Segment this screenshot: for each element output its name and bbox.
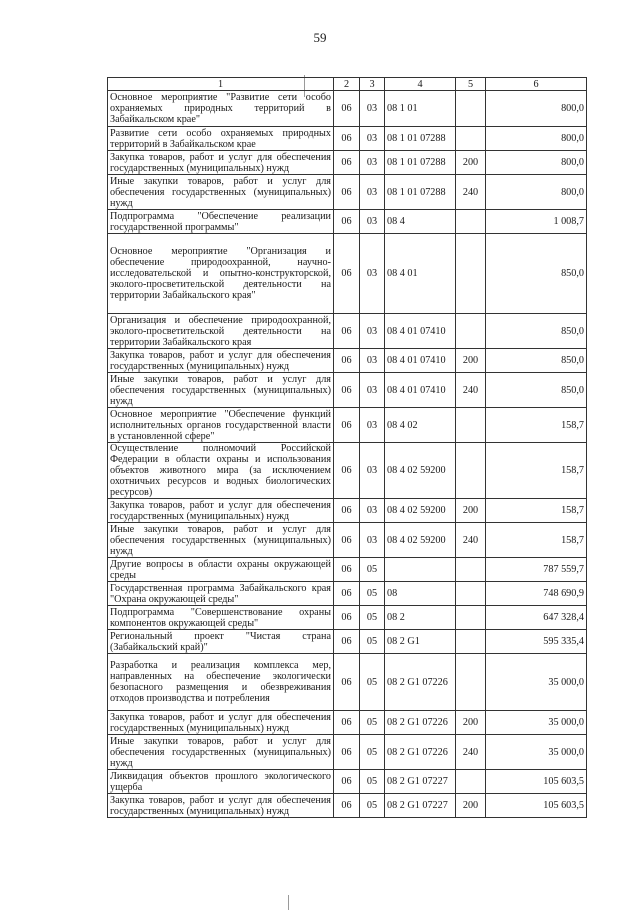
subsection-code: 05 (360, 606, 385, 630)
table-row (108, 349, 587, 373)
page-number: 59 (313, 30, 327, 45)
amount: 35 000,0 (486, 735, 587, 770)
item-name: Подпрограмма "Совершенствование охраны компонентов окружающей среды" (108, 606, 334, 630)
expense-type-code: 240 (456, 373, 486, 408)
subsection-code: 05 (360, 654, 385, 711)
target-article-code: 08 4 01 07410 (385, 314, 456, 349)
subsection-code: 03 (360, 151, 385, 175)
target-article-code: 08 2 G1 07226 (385, 711, 456, 735)
column-header: 2 (334, 78, 360, 91)
target-article-code: 08 1 01 (385, 91, 456, 127)
table-row (108, 151, 587, 175)
subsection-code: 03 (360, 314, 385, 349)
subsection-code: 03 (360, 91, 385, 127)
amount: 105 603,5 (486, 770, 587, 794)
table-row (108, 499, 587, 523)
amount: 850,0 (486, 349, 587, 373)
amount: 850,0 (486, 373, 587, 408)
section-code: 06 (334, 443, 360, 499)
amount: 158,7 (486, 523, 587, 558)
section-code: 06 (334, 373, 360, 408)
subsection-code: 05 (360, 582, 385, 606)
target-article-code: 08 2 G1 07226 (385, 654, 456, 711)
column-header: 1 (108, 78, 334, 91)
subsection-code: 05 (360, 794, 385, 818)
subsection-code: 03 (360, 175, 385, 210)
expense-type-code (456, 91, 486, 127)
section-code: 06 (334, 91, 360, 127)
section-code: 06 (334, 654, 360, 711)
target-article-code: 08 4 02 59200 (385, 523, 456, 558)
table-row (108, 770, 587, 794)
amount: 158,7 (486, 499, 587, 523)
table-row (108, 314, 587, 349)
item-name: Закупка товаров, работ и услуг для обеспечения государственных (муниципальных) нужд (108, 349, 334, 373)
item-name: Иные закупки товаров, работ и услуг для обеспечения государственных (муниципальных) нужд (108, 373, 334, 408)
column-header: 3 (360, 78, 385, 91)
item-name: Иные закупки товаров, работ и услуг для обеспечения государственных (муниципальных) нужд (108, 735, 334, 770)
target-article-code: 08 2 G1 07227 (385, 794, 456, 818)
target-article-code: 08 4 01 (385, 234, 456, 314)
subsection-code: 03 (360, 499, 385, 523)
section-code: 06 (334, 314, 360, 349)
amount: 105 603,5 (486, 794, 587, 818)
target-article-code: 08 2 (385, 606, 456, 630)
amount: 158,7 (486, 408, 587, 443)
subsection-code: 03 (360, 373, 385, 408)
subsection-code: 03 (360, 127, 385, 151)
item-name: Основное мероприятие "Развитие сети особо охраняемых природных территорий в Забайкальском крае" (108, 91, 334, 127)
section-code: 06 (334, 234, 360, 314)
section-code: 06 (334, 523, 360, 558)
item-name: Иные закупки товаров, работ и услуг для обеспечения государственных (муниципальных) нужд (108, 175, 334, 210)
expense-type-code (456, 606, 486, 630)
subsection-code: 03 (360, 349, 385, 373)
section-code: 06 (334, 630, 360, 654)
section-code: 06 (334, 499, 360, 523)
amount: 800,0 (486, 175, 587, 210)
target-article-code: 08 1 01 07288 (385, 151, 456, 175)
expense-type-code (456, 408, 486, 443)
target-article-code: 08 2 G1 07227 (385, 770, 456, 794)
table-row (108, 373, 587, 408)
column-header: 4 (385, 78, 456, 91)
expense-type-code (456, 210, 486, 234)
expense-type-code: 200 (456, 711, 486, 735)
item-name: Основное мероприятие "Обеспечение функций исполнительных органов государственной власти в установленной сфере" (108, 408, 334, 443)
table-row (108, 127, 587, 151)
amount: 800,0 (486, 127, 587, 151)
table-row (108, 443, 587, 499)
item-name: Ликвидация объектов прошлого экологического ущерба (108, 770, 334, 794)
expense-type-code (456, 582, 486, 606)
target-article-code: 08 2 G1 07226 (385, 735, 456, 770)
amount: 35 000,0 (486, 654, 587, 711)
expense-type-code (456, 234, 486, 314)
item-name: Региональный проект "Чистая страна (Забайкальский край)" (108, 630, 334, 654)
table-row (108, 558, 587, 582)
item-name: Иные закупки товаров, работ и услуг для обеспечения государственных (муниципальных) нужд (108, 523, 334, 558)
subsection-code: 03 (360, 408, 385, 443)
header-row (108, 78, 587, 91)
target-article-code: 08 4 (385, 210, 456, 234)
amount: 1 008,7 (486, 210, 587, 234)
expense-type-code: 200 (456, 349, 486, 373)
table-row (108, 654, 587, 711)
target-article-code: 08 4 02 59200 (385, 499, 456, 523)
amount: 158,7 (486, 443, 587, 499)
item-name: Подпрограмма "Обеспечение реализации государственной программы" (108, 210, 334, 234)
expense-type-code: 200 (456, 151, 486, 175)
section-code: 06 (334, 408, 360, 443)
table-row (108, 234, 587, 314)
table-row (108, 794, 587, 818)
section-code: 06 (334, 175, 360, 210)
section-code: 06 (334, 606, 360, 630)
table-row (108, 630, 587, 654)
subsection-code: 03 (360, 234, 385, 314)
item-name: Основное мероприятие "Организация и обеспечение природоохранной, научно-исследовательской и опытно-конструкторской, эколого-просветительской деятельности на территории Забайкальского края" (108, 234, 334, 314)
amount: 800,0 (486, 151, 587, 175)
expense-type-code: 200 (456, 794, 486, 818)
table-row (108, 735, 587, 770)
amount: 850,0 (486, 314, 587, 349)
expense-type-code (456, 558, 486, 582)
item-name: Закупка товаров, работ и услуг для обеспечения государственных (муниципальных) нужд (108, 151, 334, 175)
amount: 595 335,4 (486, 630, 587, 654)
expense-type-code: 200 (456, 499, 486, 523)
item-name: Государственная программа Забайкальского края "Охрана окружающей среды" (108, 582, 334, 606)
expense-type-code (456, 770, 486, 794)
expense-type-code (456, 630, 486, 654)
table-row (108, 210, 587, 234)
amount: 35 000,0 (486, 711, 587, 735)
item-name: Развитие сети особо охраняемых природных территорий в Забайкальском крае (108, 127, 334, 151)
column-header: 5 (456, 78, 486, 91)
subsection-code: 05 (360, 558, 385, 582)
column-header: 6 (486, 78, 587, 91)
section-code: 06 (334, 582, 360, 606)
section-code: 06 (334, 794, 360, 818)
expense-type-code: 240 (456, 523, 486, 558)
table-row (108, 582, 587, 606)
section-code: 06 (334, 735, 360, 770)
item-name: Закупка товаров, работ и услуг для обеспечения государственных (муниципальных) нужд (108, 711, 334, 735)
item-name: Закупка товаров, работ и услуг для обеспечения государственных (муниципальных) нужд (108, 794, 334, 818)
amount: 800,0 (486, 91, 587, 127)
section-code: 06 (334, 349, 360, 373)
amount: 647 328,4 (486, 606, 587, 630)
subsection-code: 03 (360, 443, 385, 499)
section-code: 06 (334, 210, 360, 234)
amount: 748 690,9 (486, 582, 587, 606)
table-row (108, 408, 587, 443)
table-row (108, 711, 587, 735)
amount: 850,0 (486, 234, 587, 314)
table-row (108, 523, 587, 558)
subsection-code: 05 (360, 770, 385, 794)
target-article-code: 08 1 01 07288 (385, 175, 456, 210)
subsection-code: 05 (360, 711, 385, 735)
target-article-code: 08 (385, 582, 456, 606)
subsection-code: 05 (360, 735, 385, 770)
target-article-code (385, 558, 456, 582)
item-name: Другие вопросы в области охраны окружающей среды (108, 558, 334, 582)
expense-type-code (456, 654, 486, 711)
target-article-code: 08 2 G1 (385, 630, 456, 654)
table-row (108, 175, 587, 210)
section-code: 06 (334, 151, 360, 175)
item-name: Закупка товаров, работ и услуг для обеспечения государственных (муниципальных) нужд (108, 499, 334, 523)
expense-type-code: 240 (456, 735, 486, 770)
target-article-code: 08 4 02 59200 (385, 443, 456, 499)
target-article-code: 08 4 02 (385, 408, 456, 443)
table-row (108, 606, 587, 630)
target-article-code: 08 4 01 07410 (385, 373, 456, 408)
item-name: Организация и обеспечение природоохранной, эколого-просветительской деятельности на территории Забайкальского края (108, 314, 334, 349)
subsection-code: 05 (360, 630, 385, 654)
table-row (108, 91, 587, 127)
subsection-code: 03 (360, 523, 385, 558)
target-article-code: 08 1 01 07288 (385, 127, 456, 151)
subsection-code: 03 (360, 210, 385, 234)
expense-type-code (456, 443, 486, 499)
amount: 787 559,7 (486, 558, 587, 582)
expense-type-code (456, 127, 486, 151)
scan-artifact-line (288, 895, 289, 910)
item-name: Осуществление полномочий Российской Федерации в области охраны и использования объектов животного мира (за исключением охотничьих ресурсов и водных биологических ресурсов) (108, 443, 334, 499)
item-name: Разработка и реализация комплекса мер, направленных на обеспечение экологически безопасного размещения и обезвреживания отходов производства и потребления (108, 654, 334, 711)
section-code: 06 (334, 127, 360, 151)
expense-type-code: 240 (456, 175, 486, 210)
section-code: 06 (334, 711, 360, 735)
target-article-code: 08 4 01 07410 (385, 349, 456, 373)
section-code: 06 (334, 770, 360, 794)
budget-table (107, 77, 587, 818)
section-code: 06 (334, 558, 360, 582)
expense-type-code (456, 314, 486, 349)
